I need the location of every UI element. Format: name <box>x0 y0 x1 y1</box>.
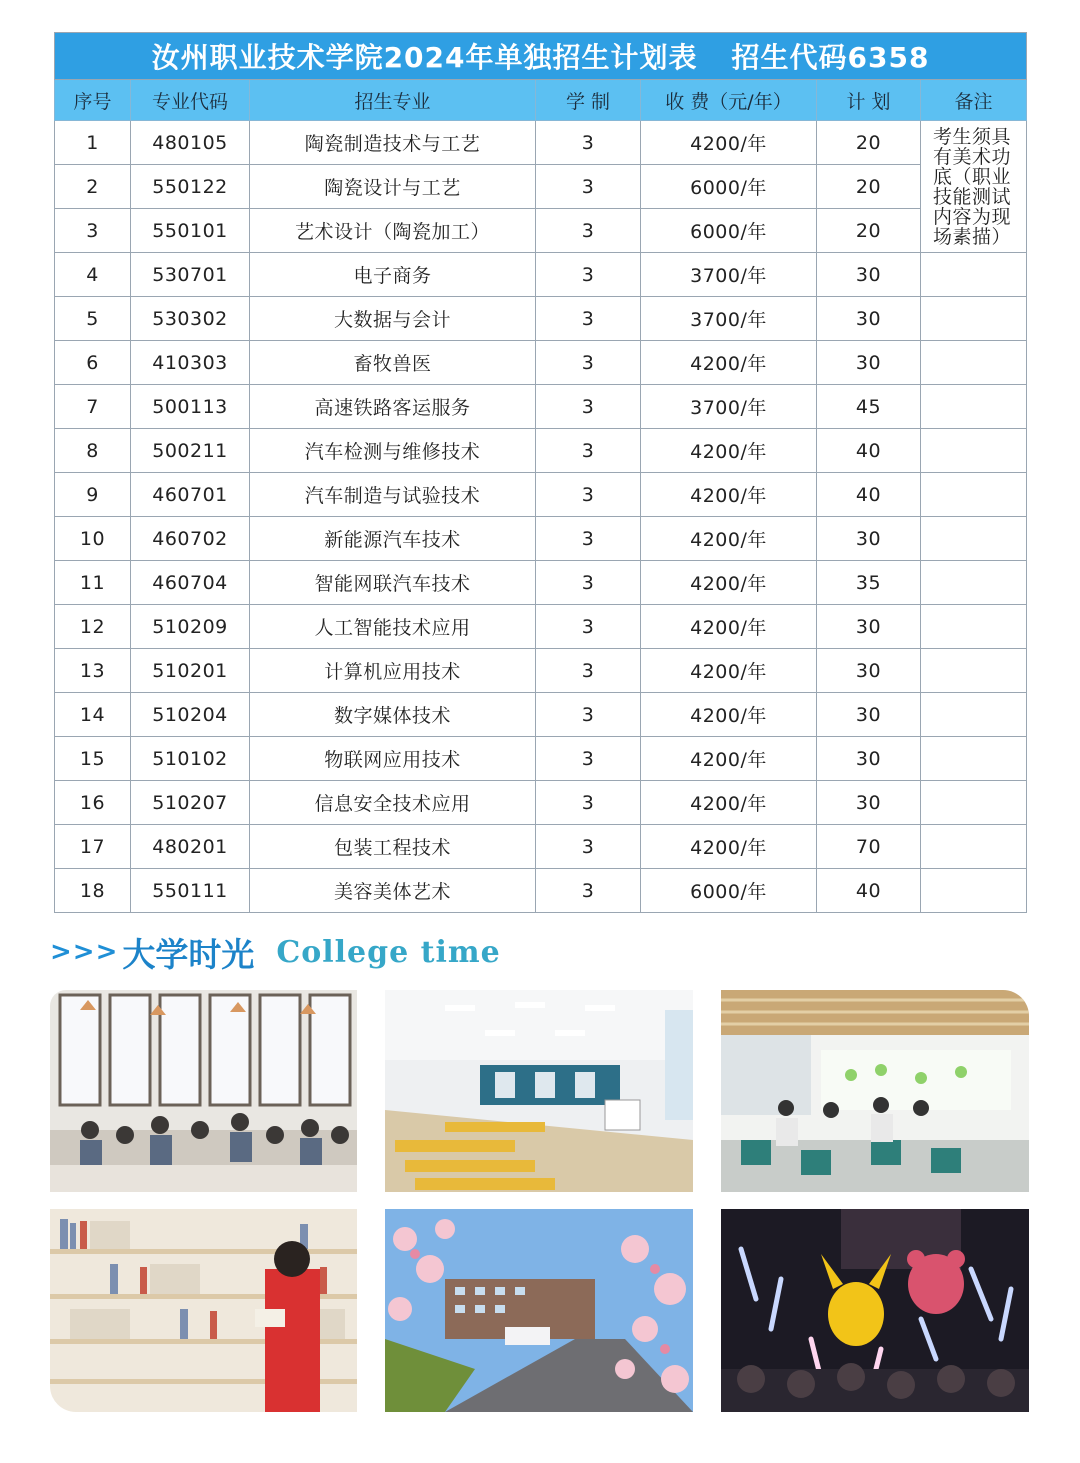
cell-plan: 20 <box>817 165 921 209</box>
enrollment-code: 招生代码6358 <box>731 41 930 74</box>
cell-plan: 30 <box>817 517 921 561</box>
cell-major: 美容美体艺术 <box>250 869 536 913</box>
cell-major: 艺术设计（陶瓷加工） <box>250 209 536 253</box>
table-title <box>55 33 1027 80</box>
table-row <box>55 517 1027 561</box>
lecture-classroom-photo <box>385 990 693 1192</box>
cell-plan: 30 <box>817 297 921 341</box>
cell-no: 8 <box>55 429 131 473</box>
cell-years: 3 <box>536 209 641 253</box>
cell-code: 530302 <box>131 297 250 341</box>
cell-years: 3 <box>536 781 641 825</box>
campus-blossom-road-photo <box>385 1209 693 1412</box>
header-plan: 计 划 <box>817 80 921 121</box>
cell-major: 数字媒体技术 <box>250 693 536 737</box>
cell-major: 大数据与会计 <box>250 297 536 341</box>
cell-fee: 4200/年 <box>641 517 817 561</box>
cell-years: 3 <box>536 121 641 165</box>
table-row <box>55 561 1027 605</box>
table-header-row <box>55 80 1027 121</box>
cell-fee: 3700/年 <box>641 385 817 429</box>
cell-remark-empty <box>921 297 1027 341</box>
cell-remark-empty <box>921 825 1027 869</box>
cell-years: 3 <box>536 253 641 297</box>
cell-major: 电子商务 <box>250 253 536 297</box>
table-row <box>55 341 1027 385</box>
cell-years: 3 <box>536 649 641 693</box>
cell-years: 3 <box>536 605 641 649</box>
cell-code: 500211 <box>131 429 250 473</box>
cell-plan: 30 <box>817 605 921 649</box>
cell-years: 3 <box>536 693 641 737</box>
cell-no: 14 <box>55 693 131 737</box>
cell-code: 510201 <box>131 649 250 693</box>
cell-code: 530701 <box>131 253 250 297</box>
cell-remark-empty <box>921 429 1027 473</box>
cell-fee: 4200/年 <box>641 693 817 737</box>
cell-major: 汽车制造与试验技术 <box>250 473 536 517</box>
cell-no: 4 <box>55 253 131 297</box>
cell-fee: 6000/年 <box>641 165 817 209</box>
cell-years: 3 <box>536 429 641 473</box>
cell-years: 3 <box>536 341 641 385</box>
cell-plan: 30 <box>817 649 921 693</box>
cell-remark-empty <box>921 253 1027 297</box>
cell-code: 550122 <box>131 165 250 209</box>
cell-no: 3 <box>55 209 131 253</box>
cell-fee: 4200/年 <box>641 605 817 649</box>
cell-code: 500113 <box>131 385 250 429</box>
cell-years: 3 <box>536 869 641 913</box>
arrows-decoration: >>> <box>50 937 119 967</box>
cell-no: 6 <box>55 341 131 385</box>
cell-code: 510204 <box>131 693 250 737</box>
cell-no: 17 <box>55 825 131 869</box>
cell-no: 12 <box>55 605 131 649</box>
cell-code: 460702 <box>131 517 250 561</box>
header-remark: 备注 <box>921 80 1027 121</box>
college-time-title-en: College time <box>276 934 501 970</box>
cell-plan: 30 <box>817 737 921 781</box>
cell-remark-empty <box>921 605 1027 649</box>
cell-fee: 4200/年 <box>641 781 817 825</box>
cell-major: 物联网应用技术 <box>250 737 536 781</box>
cell-remark-empty <box>921 517 1027 561</box>
cell-fee: 4200/年 <box>641 649 817 693</box>
cell-plan: 30 <box>817 253 921 297</box>
cell-code: 410303 <box>131 341 250 385</box>
cell-fee: 3700/年 <box>641 253 817 297</box>
cell-code: 550101 <box>131 209 250 253</box>
concert-crowd-photo <box>721 1209 1029 1412</box>
table-row <box>55 253 1027 297</box>
table-row <box>55 605 1027 649</box>
table-row <box>55 869 1027 913</box>
cell-fee: 6000/年 <box>641 869 817 913</box>
table-row <box>55 165 1027 209</box>
cell-plan: 45 <box>817 385 921 429</box>
table-row <box>55 209 1027 253</box>
cell-fee: 6000/年 <box>641 209 817 253</box>
library-reading-room-photo <box>50 990 357 1192</box>
cell-code: 550111 <box>131 869 250 913</box>
cell-plan: 30 <box>817 341 921 385</box>
cell-fee: 4200/年 <box>641 561 817 605</box>
cell-code: 460701 <box>131 473 250 517</box>
cell-major: 畜牧兽医 <box>250 341 536 385</box>
cell-major: 计算机应用技术 <box>250 649 536 693</box>
cell-years: 3 <box>536 737 641 781</box>
cell-major: 信息安全技术应用 <box>250 781 536 825</box>
cell-major: 人工智能技术应用 <box>250 605 536 649</box>
cell-no: 2 <box>55 165 131 209</box>
table-row <box>55 737 1027 781</box>
remark-art-requirement: 考生须具有美术功底（职业技能测试内容为现场素描） <box>921 121 1027 253</box>
cell-plan: 35 <box>817 561 921 605</box>
cell-no: 16 <box>55 781 131 825</box>
cell-no: 9 <box>55 473 131 517</box>
table-row <box>55 693 1027 737</box>
cell-remark-empty <box>921 341 1027 385</box>
cell-no: 13 <box>55 649 131 693</box>
cell-major: 汽车检测与维修技术 <box>250 429 536 473</box>
cell-no: 7 <box>55 385 131 429</box>
header-fee: 收 费（元/年） <box>641 80 817 121</box>
cell-major: 高速铁路客运服务 <box>250 385 536 429</box>
cell-plan: 40 <box>817 869 921 913</box>
cell-plan: 20 <box>817 121 921 165</box>
cell-code: 510207 <box>131 781 250 825</box>
cell-remark-empty <box>921 693 1027 737</box>
cell-code: 480105 <box>131 121 250 165</box>
table-row <box>55 385 1027 429</box>
table-row <box>55 825 1027 869</box>
cell-fee: 4200/年 <box>641 473 817 517</box>
cell-years: 3 <box>536 385 641 429</box>
cell-plan: 40 <box>817 473 921 517</box>
cell-fee: 4200/年 <box>641 737 817 781</box>
cell-major: 新能源汽车技术 <box>250 517 536 561</box>
cell-remark-empty <box>921 869 1027 913</box>
cell-no: 10 <box>55 517 131 561</box>
table-row <box>55 429 1027 473</box>
cell-code: 460704 <box>131 561 250 605</box>
cell-remark-empty <box>921 781 1027 825</box>
table-row <box>55 297 1027 341</box>
cell-fee: 4200/年 <box>641 825 817 869</box>
activity-room-photo <box>721 990 1029 1192</box>
cell-major: 陶瓷制造技术与工艺 <box>250 121 536 165</box>
header-years: 学 制 <box>536 80 641 121</box>
cell-major: 智能网联汽车技术 <box>250 561 536 605</box>
cell-remark-empty <box>921 473 1027 517</box>
cell-plan: 30 <box>817 781 921 825</box>
cell-remark-empty <box>921 385 1027 429</box>
cell-code: 510209 <box>131 605 250 649</box>
cell-years: 3 <box>536 473 641 517</box>
header-code: 专业代码 <box>131 80 250 121</box>
table-title-text: 汝州职业技术学院2024年单独招生计划表 <box>151 41 698 74</box>
cell-remark-empty <box>921 737 1027 781</box>
cell-plan: 30 <box>817 693 921 737</box>
header-no: 序号 <box>55 80 131 121</box>
table-row <box>55 781 1027 825</box>
cell-no: 5 <box>55 297 131 341</box>
cell-years: 3 <box>536 165 641 209</box>
cell-no: 1 <box>55 121 131 165</box>
cell-major: 陶瓷设计与工艺 <box>250 165 536 209</box>
table-row <box>55 649 1027 693</box>
cell-remark-empty <box>921 561 1027 605</box>
cell-fee: 4200/年 <box>641 429 817 473</box>
cell-plan: 40 <box>817 429 921 473</box>
cell-years: 3 <box>536 561 641 605</box>
cell-no: 11 <box>55 561 131 605</box>
cell-no: 15 <box>55 737 131 781</box>
cell-years: 3 <box>536 517 641 561</box>
cell-fee: 4200/年 <box>641 121 817 165</box>
cell-plan: 20 <box>817 209 921 253</box>
college-time-heading <box>50 930 501 974</box>
bookshelf-reader-photo <box>50 1209 357 1412</box>
cell-remark-empty <box>921 649 1027 693</box>
cell-fee: 3700/年 <box>641 297 817 341</box>
cell-years: 3 <box>536 297 641 341</box>
cell-plan: 70 <box>817 825 921 869</box>
table-row <box>55 473 1027 517</box>
cell-no: 18 <box>55 869 131 913</box>
cell-code: 480201 <box>131 825 250 869</box>
table-row <box>55 121 1027 165</box>
college-time-title-cn: 大学时光 <box>122 934 255 974</box>
enrollment-plan-table <box>54 32 1027 913</box>
header-major: 招生专业 <box>250 80 536 121</box>
cell-years: 3 <box>536 825 641 869</box>
cell-fee: 4200/年 <box>641 341 817 385</box>
cell-code: 510102 <box>131 737 250 781</box>
cell-major: 包装工程技术 <box>250 825 536 869</box>
